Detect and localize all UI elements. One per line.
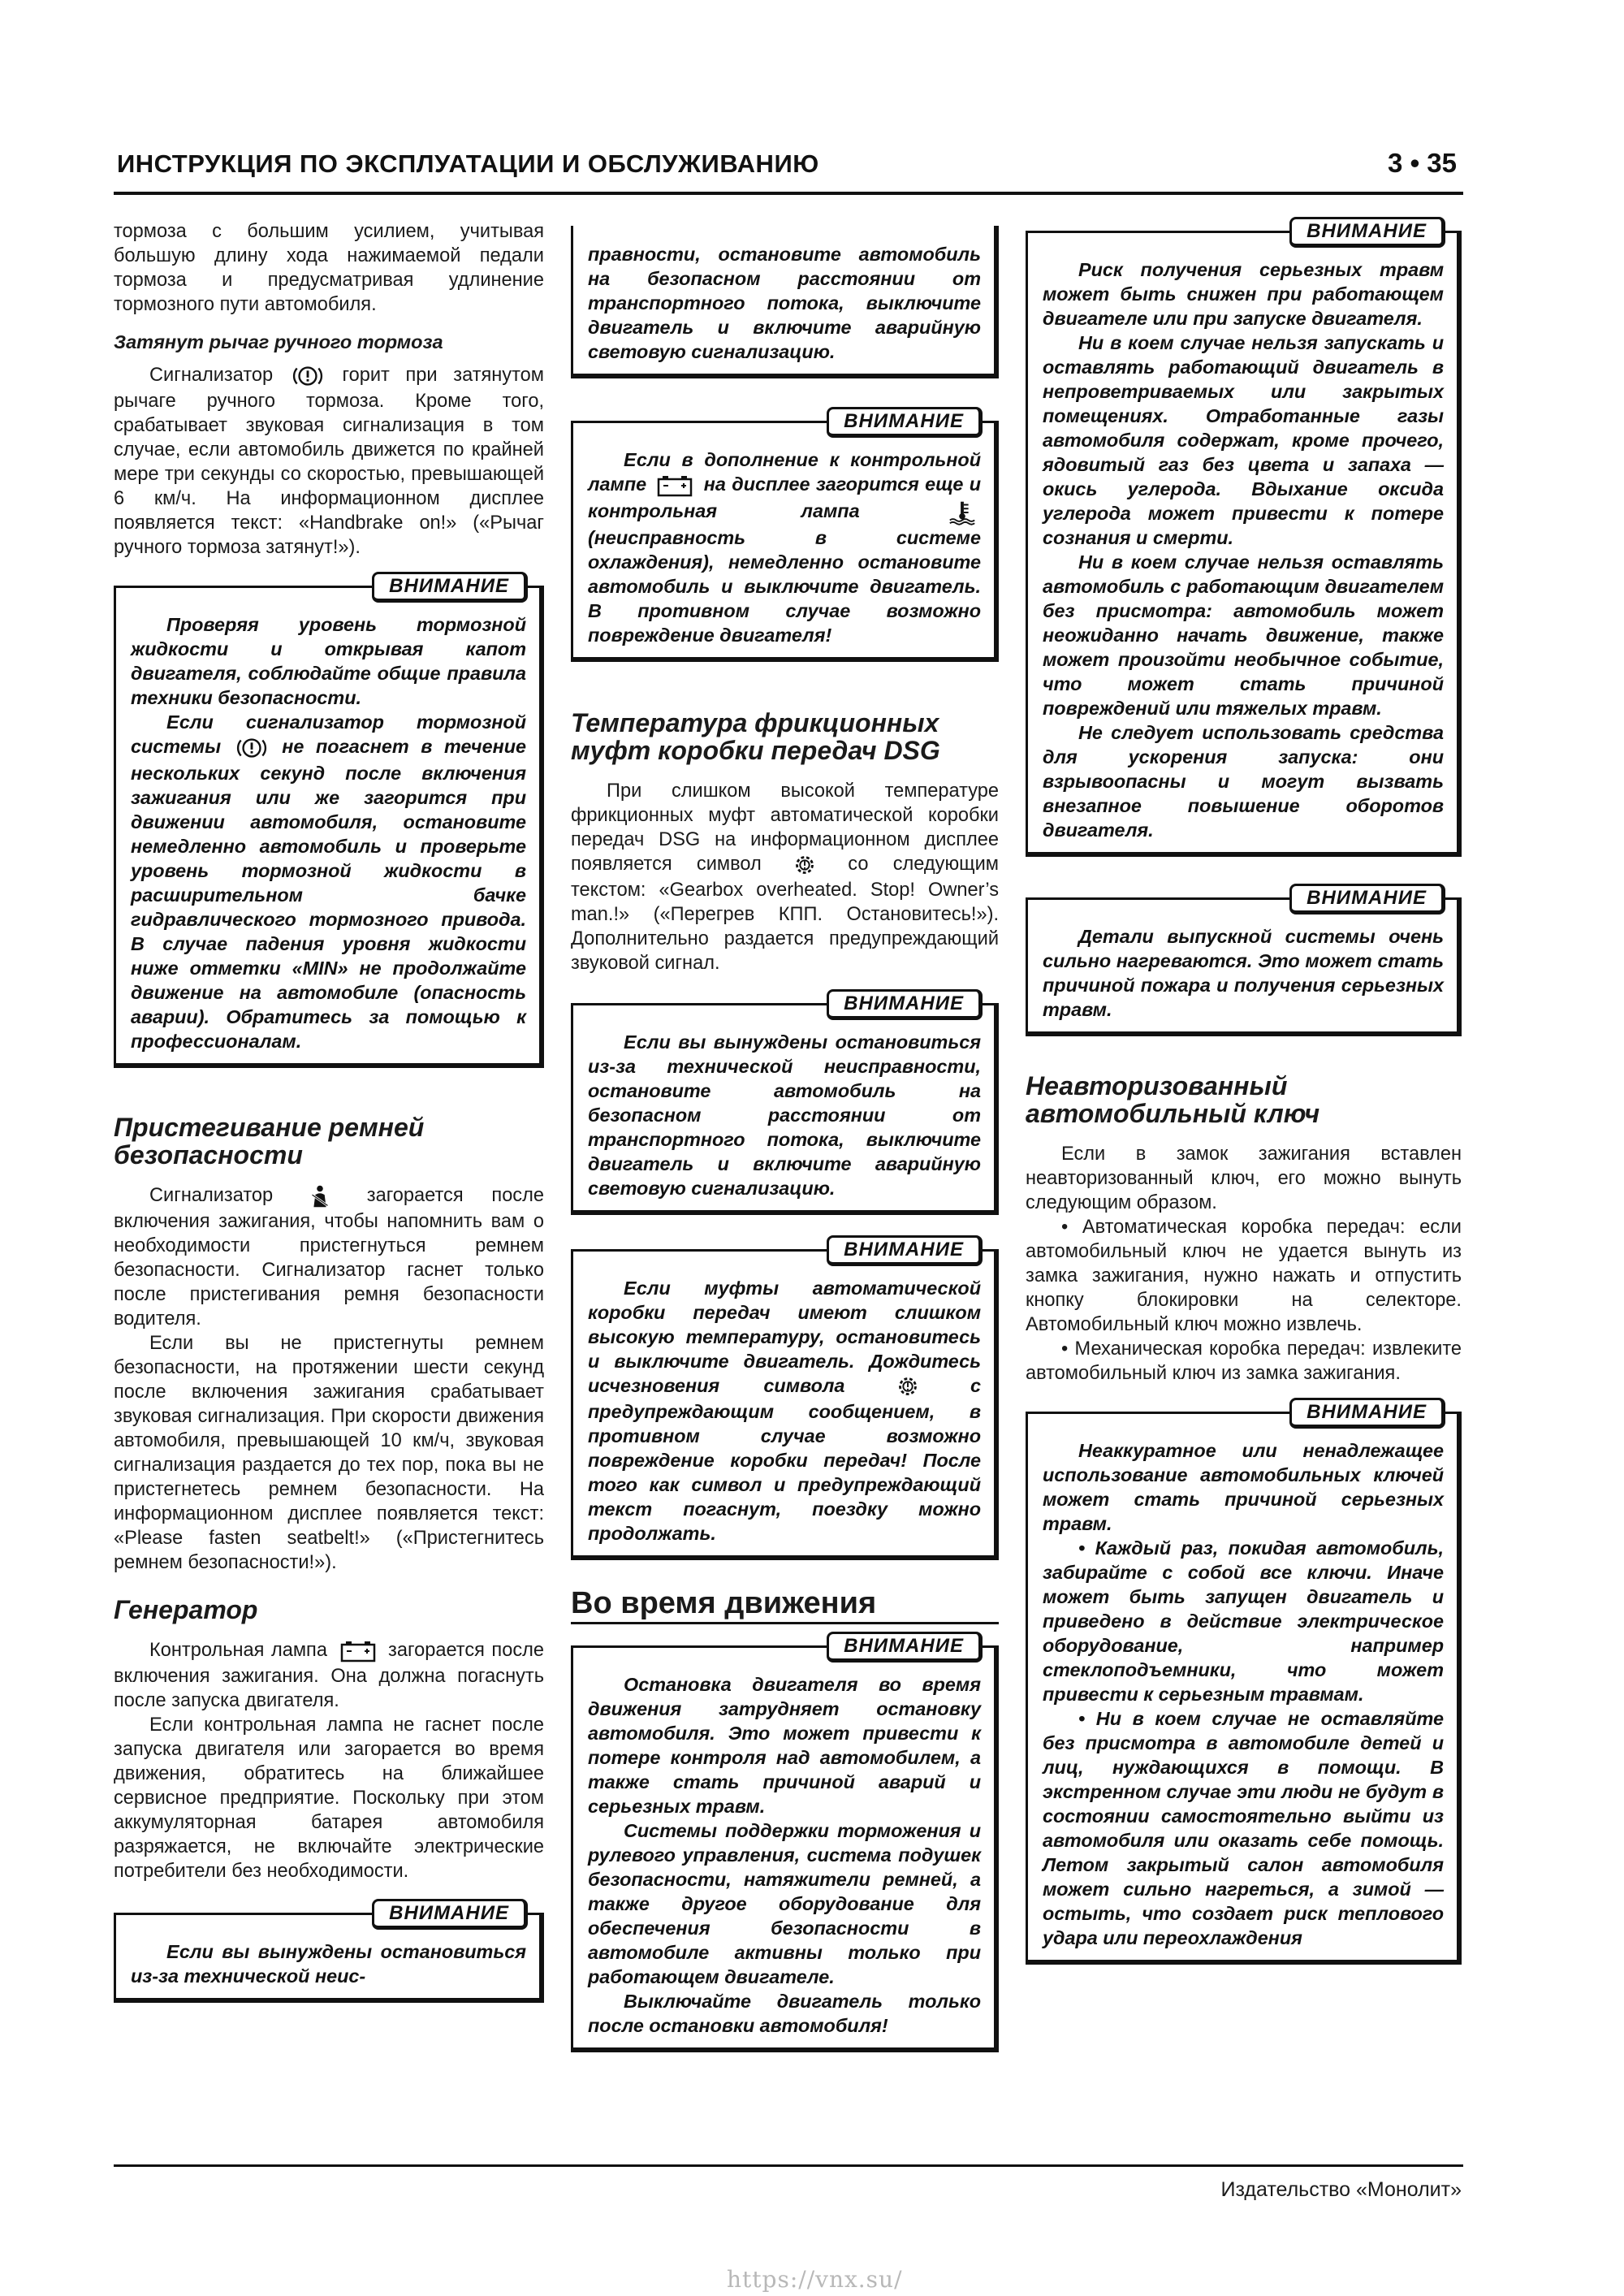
brake-warning-icon	[236, 735, 267, 761]
warning-text: Проверяя уровень тормозной жидкости и открывая капот двигателя, соблюдайте общие правила техники безопасности.	[131, 614, 526, 708]
text: Сигнализатор	[149, 365, 274, 387]
warning-box	[571, 1635, 999, 2052]
warning-text: • Ни в коем случае не оставляйте без присмотра в автомобиле детей и лиц, нуждающихся в помощи. В экстренном случае эти люди не будут в состоянии самостоятельно выйти из автомобиля или оказать себе помощь. Летом закрытый салон автомобиля может сильно нагреться, а зимой — остыть, что создает риск теплового удара или переохлаждения	[1043, 1708, 1444, 1948]
warning-text: • Каждый раз, покидая автомобиль, забирайте с собой все ключи. Иначе может быть запущен двигатель и приведено в действие электрическое оборудование, например стеклоподъемники, что может привести к серьезным травмам.	[1043, 1537, 1444, 1705]
brake-warning-icon	[292, 363, 323, 389]
warning-box	[571, 992, 999, 1215]
warning-text: Неаккуратное или ненадлежащее использование автомобильных ключей может стать причиной серьезных травм.	[1043, 1440, 1444, 1534]
battery-icon	[655, 473, 694, 499]
warning-box	[114, 575, 544, 1068]
watermark-url: https://vnx.su/	[727, 2266, 903, 2293]
warning-label: ВНИМАНИЕ	[827, 407, 983, 438]
text: на дисплее загорится еще и контрольная лампа	[588, 473, 982, 521]
paragraph-bullet: • Автоматическая коробка передач: если автомобильный ключ не удается вынуть из замка зажигания, нужно нажать и отпустить кнопку блокировки на селекторе. Автомобильный ключ можно извлечь.	[1026, 1217, 1462, 1335]
text: с предупреждающим сообщением, в противном случае возможно повреждение коробки передач! После того как символ и предупреждающий текст погаснут, поездку можно продолжать.	[588, 1374, 981, 1545]
seatbelt-icon	[304, 1183, 335, 1209]
page-number: 3 • 35	[1388, 148, 1457, 178]
warning-label: ВНИМАНИЕ	[1289, 884, 1445, 915]
text: Сигнализатор	[149, 1185, 274, 1207]
warning-box	[1026, 220, 1462, 857]
text: Контрольная лампа	[149, 1640, 327, 1662]
warning-text: правности, остановите автомобиль на безопасном расстоянии от транспортного потока, выключите двигатель и включите аварийную световую сигнализацию.	[588, 244, 981, 362]
header-divider	[114, 192, 1463, 195]
section-title-key: Неавторизованный автомобильный ключ	[1026, 1071, 1320, 1128]
warning-text: Детали выпускной системы очень сильно нагреваются. Это может стать причиной пожара и получения серьезных травм.	[1043, 926, 1444, 1020]
paragraph: тормоза с большим усилием, учитывая большую длину хода нажимаемой педали тормоза и предусматривая удлинение тормозного пути автомобиля.	[114, 221, 544, 315]
text: При слишком высокой температуре фрикционных муфт автоматической коробки передач DSG на информационном дисплее появляется символ	[571, 780, 999, 875]
warning-label: ВНИМАНИЕ	[827, 989, 983, 1020]
warning-label: ВНИМАНИЕ	[827, 1235, 983, 1266]
warning-label: ВНИМАНИЕ	[372, 572, 528, 603]
battery-icon	[338, 1638, 378, 1664]
footer-divider	[114, 2164, 1463, 2167]
header-title: ИНСТРУКЦИЯ ПО ЭКСПЛУАТАЦИИ И ОБСЛУЖИВАНИЮ	[117, 149, 819, 178]
paragraph-bullet: • Механическая коробка передач: извлеките автомобильный ключ из замка зажигания.	[1026, 1338, 1462, 1384]
paragraph-generator	[114, 1638, 544, 1713]
warning-label: ВНИМАНИЕ	[1289, 217, 1445, 248]
paragraph: Если контрольная лампа не гаснет после запуска двигателя или загорается во время движения, обратитесь на ближайшее сервисное предприятие. Поскольку при этом аккумуляторная батарея автомобиля разряжается, не включайте электрические потребители без необходимости.	[114, 1714, 544, 1882]
page-header	[114, 146, 1462, 195]
column-3	[1026, 219, 1462, 1973]
warning-box	[571, 410, 999, 662]
paragraph-seatbelt	[114, 1183, 544, 1331]
warning-box	[571, 1238, 999, 1561]
paragraph: Если вы не пристегнуты ремнем безопасности, на протяжении шести секунд после включения зажигания срабатывает звуковая сигнализация. При скорости движения автомобиля, превышающей 10 км/ч, звуковая сигнализация раздается до тех пор, пока вы не пристегнетесь ремнем безопасности. На информационном дисплее появляется текст: «Please fasten seatbelt!» («Пристегнитесь ремнем безопасности!»).	[114, 1332, 544, 1573]
warning-text: Не следует использовать средства для ускорения запуска: они взрывоопасны и могут вызвать внезапное повышение оборотов двигателя.	[1043, 722, 1444, 841]
warning-box-continued	[571, 226, 999, 378]
text: Если в дополнение к контрольной лампе	[588, 449, 981, 495]
warning-text: Остановка двигателя во время движения затрудняет остановку автомобиля. Это может привести к потере контроля над автомобилем, а также стать причиной аварий и серьезных травм.	[588, 1674, 981, 1818]
warning-label: ВНИМАНИЕ	[827, 1632, 983, 1663]
warning-text	[131, 710, 526, 1053]
warning-box	[1026, 1401, 1462, 1965]
text: (неисправность в системе охлаждения), немедленно остановите автомобиль и выключите двигатель. В противном случае возможно повреждение двигателя!	[588, 526, 981, 646]
coolant-temperature-icon	[947, 499, 978, 525]
subheading-handbrake: Затянут рычаг ручного тормоза	[114, 331, 443, 352]
paragraph: Если в замок зажигания вставлен неавторизованный ключ, его можно вынуть следующим образом.	[1026, 1144, 1462, 1213]
warning-text: Выключайте двигатель только после остановки автомобиля!	[588, 1991, 981, 2037]
warning-text: Риск получения серьезных травм может быть снижен при работающем двигателе или при запуске двигателя.	[1043, 259, 1444, 329]
section-title-generator: Генератор	[114, 1594, 258, 1624]
warning-box	[1026, 887, 1462, 1036]
warning-label: ВНИМАНИЕ	[1289, 1398, 1445, 1429]
section-title-dsg: Температура фрикционных муфт коробки передач DSG	[571, 707, 940, 765]
text: Если сигнализатор тормозной системы	[131, 711, 526, 757]
warning-text: Если вы вынуждены остановиться из-за технической неисправности, остановите автомобиль на безопасном расстоянии от транспортного потока, выключите двигатель и включите аварийную световую сигнализацию.	[588, 1031, 981, 1199]
text: горит при затянутом рычаге ручного тормоза. Кроме того, срабатывает звуковая сигнализация в том случае, если автомобиль движется по крайней мере три секунды со скоростью, превышающей 6 км/ч. На информационном дисплее появляется текст: «Handbrake on!» («Рычаг ручного тормоза затянут!»).	[114, 365, 544, 558]
paragraph-handbrake	[114, 363, 544, 560]
warning-text	[588, 448, 981, 647]
section-title-driving: Во время движения	[571, 1589, 999, 1624]
warning-text	[588, 1276, 981, 1546]
gearbox-overheat-icon	[892, 1373, 923, 1399]
section-title-seatbelt: Пристегивание ремней безопасности	[114, 1112, 425, 1170]
text: Если муфты автоматической коробки передач имеют слишком высокую температуру, остановитесь и выключите двигатель. Дождитесь исчезновения символа	[588, 1277, 981, 1396]
text: загорается после включения зажигания. Она должна погаснуть после запуска двигателя.	[114, 1640, 545, 1711]
text: не погаснет в течение нескольких секунд после включения зажигания или же загорится при движении автомобиля, остановите немедленно автомобиль и проверьте уровень тормозной жидкости в расширительном бачке гидравлического тормозного привода. В случае падения уровня жидкости ниже отметки «MIN» не продолжайте движение на автомобиле (опасность аварии). Обратитесь за помощью к профессионалам.	[131, 736, 527, 1052]
text: со следующим текстом: «Gearbox overheated. Stop! Owner’s man.!» («Перегрев КПП. Остановитесь!»). Дополнительно раздается предупреждающий звуковой сигнал.	[571, 853, 999, 974]
gearbox-overheat-icon	[789, 852, 820, 878]
warning-text: Если вы вынуждены остановиться из-за технической неис-	[131, 1940, 526, 1987]
warning-text: Системы поддержки торможения и рулевого управления, система подушек безопасности, натяжители ремней, а также другое оборудование для обеспечения безопасности в автомобиле активны только при работающем двигателе.	[588, 1820, 981, 1988]
warning-box	[114, 1901, 544, 2003]
warning-text: Ни в коем случае нельзя оставлять автомобиль с работающим двигателем без присмотра: автомобиль может неожиданно начать движение, также может произойти необычное событие, что может стать причиной повреждений или тяжелых травм.	[1043, 551, 1444, 719]
column-2	[571, 226, 999, 2060]
warning-text: Ни в коем случае нельзя запускать и оставлять работающий двигатель в непроветриваемых или закрытых помещениях. Отработанные газы автомобиля содержат, кроме прочего, ядовитый газ без цвета и запаха — окись углерода. Вдыхание оксида углерода может привести к потере сознания и смерти.	[1043, 332, 1444, 548]
column-1	[114, 219, 544, 2011]
publisher: Издательство «Монолит»	[1220, 2178, 1462, 2201]
warning-label: ВНИМАНИЕ	[372, 1899, 528, 1930]
text: загорается после включения зажигания, чтобы напомнить вам о необходимости пристегнуться ремнем безопасности. Сигнализатор гаснет только после пристегивания ремня безопасности водителя.	[114, 1185, 544, 1330]
paragraph-dsg	[571, 779, 999, 975]
